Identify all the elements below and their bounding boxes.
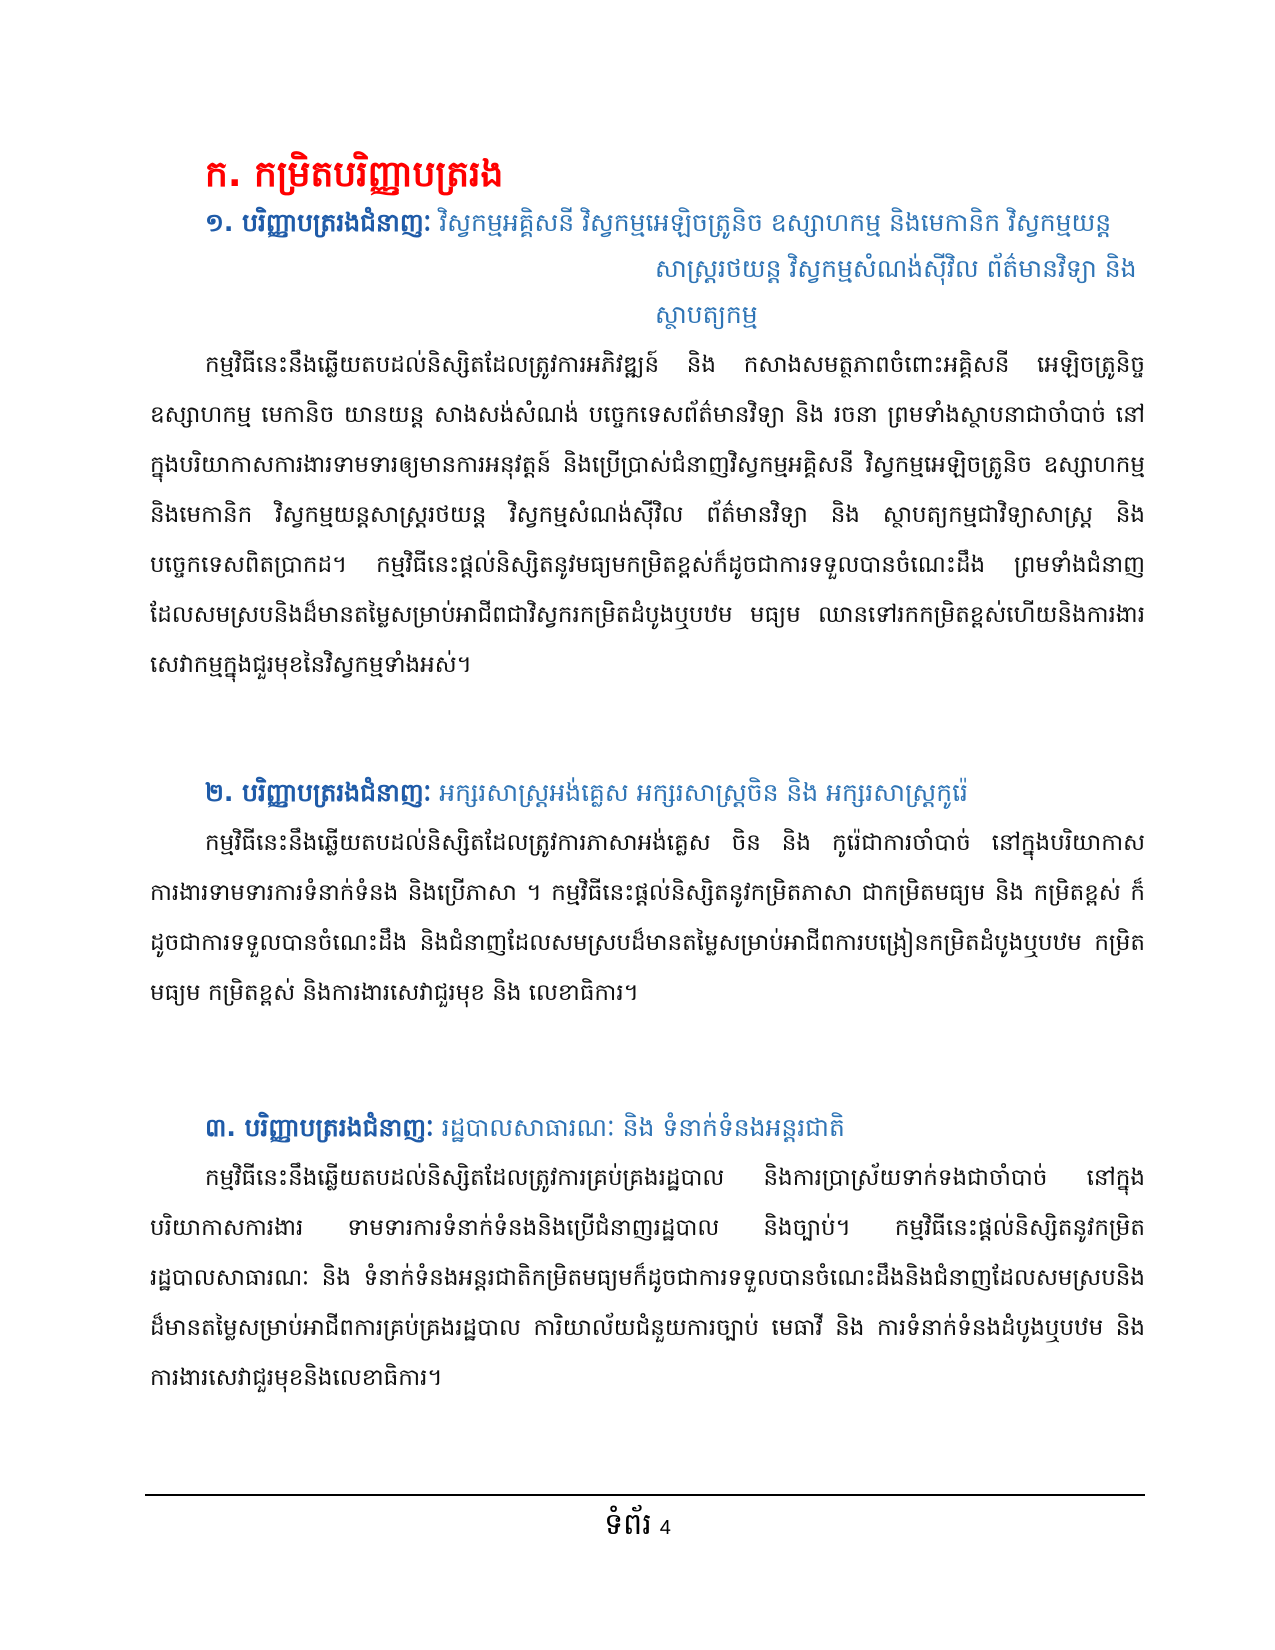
program-majors: រដ្ឋបាលសាធារណៈ និង ទំនាក់ទំនងអន្តរជាតិ <box>441 1113 845 1142</box>
program-label: ៣. បរិញ្ញាបត្ររងជំនាញៈ <box>205 1113 434 1142</box>
program-description: កម្មវិធីនេះនឹងឆ្លើយតបដល់និស្សិតដែលត្រូវការគ្រប់គ្រងរដ្ឋបាល និងការប្រាស្រ័យទាក់ទងជាចាំបាច់ នៅក្នុងបរិយាកាសការងារ ទាមទារការទំនាក់ទំនងនិងប្រើជំនាញរដ្ឋបាល និងច្បាប់។ កម្មវិធីនេះផ្តល់និស្សិតនូវកម្រិតរដ្ឋបាលសាធារណៈ និង ទំនាក់ទំនងអន្តរជាតិកម្រិតមធ្យមក៏ដូចជាការទទួលបានចំណេះដឹងនិងជំនាញដែលសមស្របនិងដ៏មានតម្លៃសម្រាប់អាជីពការគ្រប់គ្រងរដ្ឋបាល ការិយាល័យជំនួយការច្បាប់ មេធាវី និង ការទំនាក់ទំនងដំបូងឬបឋម និងការងារសេវាជួរមុខនិងលេខាធិការ។ <box>150 1165 1145 1391</box>
program-description: កម្មវិធីនេះនឹងឆ្លើយតបដល់និស្សិតដែលត្រូវការភាសាអង់គ្លេស ចិន និង កូរ៉េជាការចាំបាច់ នៅក្នុងបរិយាកាសការងារទាមទារការទំនាក់ទំនង និងប្រើភាសា ។ កម្មវិធីនេះផ្តល់និស្សិតនូវកម្រិតភាសា ជាកម្រិតមធ្យម និង កម្រិតខ្ពស់ ក៏ដូចជាការទទួលបានចំណេះដឹង និងជំនាញដែលសមស្របដ៏មានតម្លៃសម្រាប់អាជីពការបង្រៀនកម្រិតដំបូងឬបឋម កម្រិតមធ្យម កម្រិតខ្ពស់ និងការងារសេវាជួរមុខ និង លេខាធិការ។ <box>150 830 1145 1006</box>
program-block <box>150 770 1145 1018</box>
page-label: ទំព័រ <box>604 1507 652 1542</box>
page-number: 4 <box>659 1517 671 1539</box>
program-description: កម្មវិធីនេះនឹងឆ្លើយតបដល់និស្សិតដែលត្រូវការអភិវឌ្ឍន៍ និង កសាងសមត្ថភាពចំពោះអគ្គិសនី អេឡិចត្រូនិច្ច ឧស្សាហកម្ម មេកានិច យានយន្ត សាងសង់សំណង់ បច្ចេកទេសព័ត៌មានវិទ្យា និង រចនា ព្រមទាំងស្ថាបនាជាចាំបាច់ នៅក្នុងបរិយាកាសការងារទាមទារឲ្យមានការអនុវត្តន៍ និងប្រើប្រាស់ជំនាញវិស្វកម្មអគ្គិសនី វិស្វកម្មអេឡិចត្រូនិច ឧស្សាហកម្ម និងមេកានិក វិស្វកម្មយន្តសាស្ត្ររថយន្ត វិស្វកម្មសំណង់ស៊ីវិល ព័ត៌មានវិទ្យា និង ស្ថាបត្យកម្មជាវិទ្យាសាស្ត្រ និង បច្ចេកទេសពិតប្រាកដ។ កម្មវិធីនេះផ្តល់និស្សិតនូវមធ្យមកម្រិតខ្ពស់ក៏ដូចជាការទទួលបានចំណេះដឹង ព្រមទាំងជំនាញដែលសមស្របនិងដ៏មានតម្លៃសម្រាប់អាជីពជាវិស្វករកម្រិតដំបូងឬបឋម មធ្យម ឈានទៅរកកម្រិតខ្ពស់ហើយនិងការងារសេវាកម្មក្នុងជួរមុខនៃវិស្វកម្មទាំងអស់។ <box>150 352 1145 678</box>
footer-divider <box>145 1494 1145 1496</box>
program-heading <box>150 1105 1145 1151</box>
program-majors: អក្សរសាស្ត្រអង់គ្លេស អក្សរសាស្ត្រចិន និង អក្សរសាស្ត្រកូរ៉េ <box>439 778 968 807</box>
program-heading <box>150 770 1145 816</box>
program-majors: វិស្វកម្មអគ្គិសនី វិស្វកម្មអេឡិចត្រូនិច ឧស្សាហកម្ម និងមេកានិក វិស្វកម្មយន្តសាស្ត្ររថយន្ត វិស្វកម្មសំណង់ស៊ីវិល ព័ត៌មានវិទ្យា និង ស្ថាបត្យកម្ម <box>439 208 1137 329</box>
section-title: ក. កម្រិតបរិញ្ញាបត្ររង <box>205 154 504 195</box>
program-block <box>150 1105 1145 1403</box>
program-label: ១. បរិញ្ញាបត្ររងជំនាញៈ <box>205 208 432 237</box>
program-label: ២. បរិញ្ញាបត្ររងជំនាញៈ <box>205 778 432 807</box>
program-block <box>150 200 1145 690</box>
program-heading <box>150 200 1145 338</box>
page-footer <box>0 1500 1275 1553</box>
